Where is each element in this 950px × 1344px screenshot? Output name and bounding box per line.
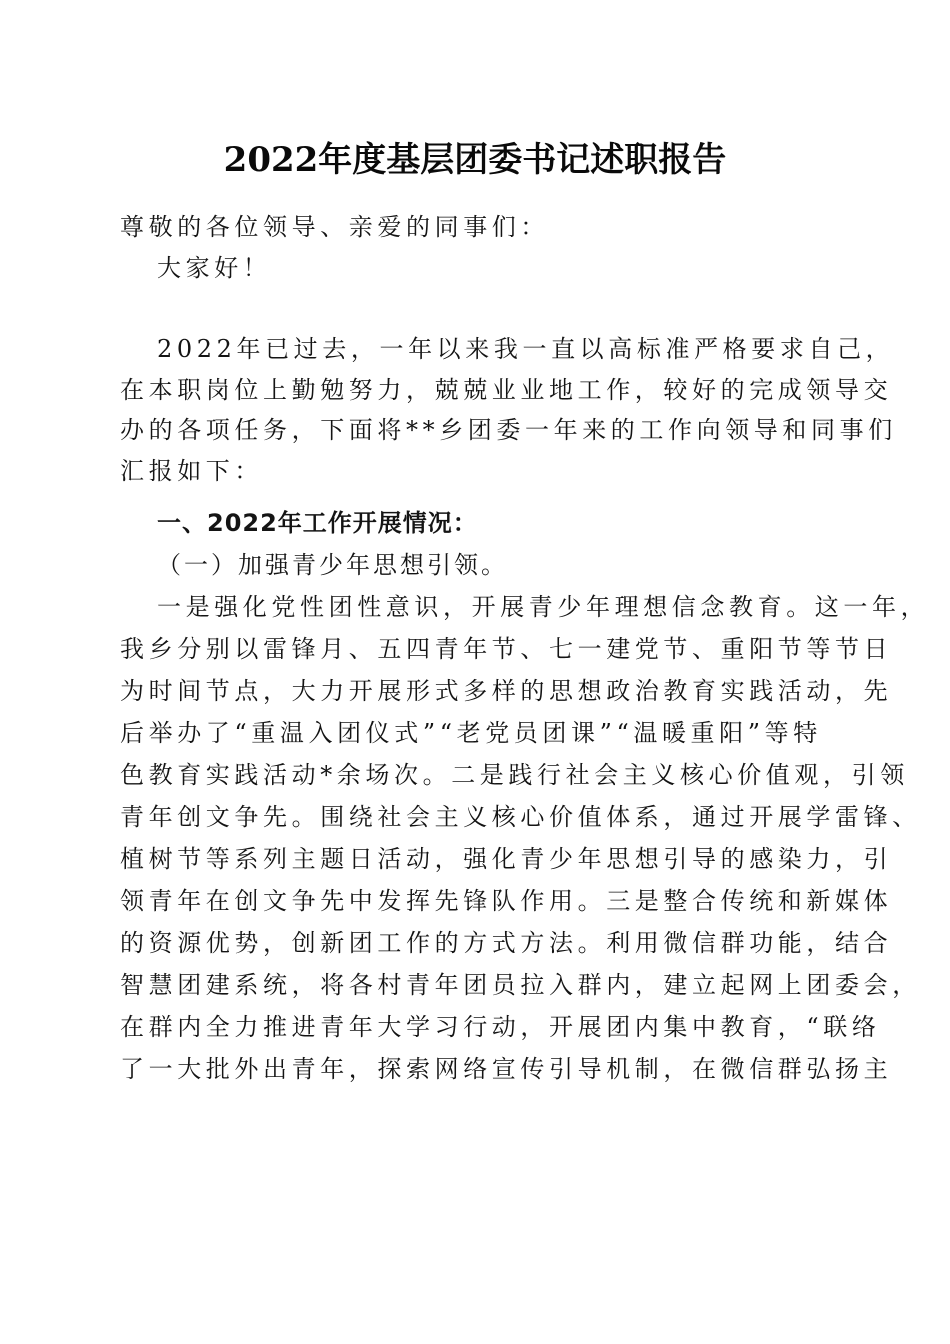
- body-line: 智慧团建系统，将各村青年团员拉入群内，建立起网上团委会，: [120, 971, 921, 999]
- intro-line: 办的各项任务，下面将**乡团委一年来的工作向领导和同事们: [120, 416, 897, 444]
- body-line: 为时间节点，大力开展形式多样的思想政治教育实践活动，先: [120, 677, 893, 705]
- body-line: 一是强化党性团性意识，开展青少年理想信念教育。这一年，: [157, 593, 930, 621]
- body-line: 了一大批外出青年，探索网络宣传引导机制，在微信群弘扬主: [120, 1055, 893, 1083]
- intro-line: 在本职岗位上勤勉努力，兢兢业业地工作，较好的完成领导交: [120, 376, 893, 404]
- intro-line: 汇报如下：: [120, 457, 263, 485]
- greeting: 大家好！: [157, 254, 272, 282]
- subsection-heading: （一）加强青少年思想引领。: [157, 551, 508, 579]
- body-line: 后举办了“重温入团仪式”“老党员团课”“温暖重阳”等特: [120, 719, 822, 747]
- document-title: 2022年度基层团委书记述职报告: [223, 140, 727, 180]
- intro-line: 2022年已过去，一年以来我一直以高标准严格要求自己，: [157, 335, 895, 363]
- body-line: 领青年在创文争先中发挥先锋队作用。三是整合传统和新媒体: [120, 887, 893, 915]
- body-line: 在群内全力推进青年大学习行动，开展团内集中教育，“联络: [120, 1013, 881, 1041]
- body-line: 我乡分别以雷锋月、五四青年节、七一建党节、重阳节等节日: [120, 635, 893, 663]
- body-line: 色教育实践活动*余场次。二是践行社会主义核心价值观，引领: [120, 761, 909, 789]
- body-line: 青年创文争先。围绕社会主义核心价值体系，通过开展学雷锋、: [120, 803, 921, 831]
- section-heading: 一、2022年工作开展情况：: [157, 509, 478, 537]
- salutation: 尊敬的各位领导、亲爱的同事们：: [120, 213, 549, 241]
- body-line: 植树节等系列主题日活动，强化青少年思想引导的感染力，引: [120, 845, 893, 873]
- body-line: 的资源优势，创新团工作的方式方法。利用微信群功能，结合: [120, 929, 893, 957]
